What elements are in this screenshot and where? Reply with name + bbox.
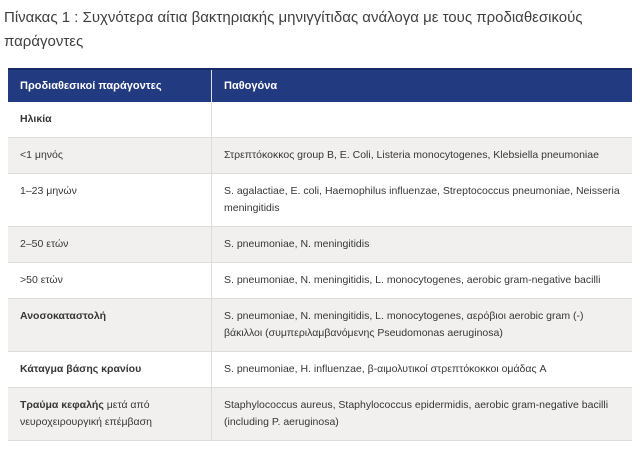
factor-cell xyxy=(8,102,212,137)
pathogens-cell: S. pneumoniae, N. meningitidis, L. monocytogenes, aerobic gram-negative bacilli xyxy=(224,274,601,286)
table-row xyxy=(8,352,632,388)
factor-label: >50 ετών xyxy=(20,274,63,286)
meningitis-table xyxy=(8,68,632,441)
pathogens-cell: Staphylococcus aureus, Staphylococcus epidermidis, aerobic gram-negative bacilli (including P. aeruginosa) xyxy=(224,399,609,428)
factor-label-bold: Τραύμα κεφαλής xyxy=(20,399,104,411)
factor-cell xyxy=(8,174,212,226)
page-title: Πίνακας 1 : Συχνότερα αίτια βακτηριακής μηνιγγίτιδας ανάλογα με τους προδιαθεσικούς παράγοντες xyxy=(4,9,583,50)
table-row xyxy=(8,227,632,263)
pathogens-cell: S. pneumoniae, N. meningitidis xyxy=(224,238,370,250)
pathogens-cell: S. pneumoniae, H. influenzae, β-αιμολυτικοί στρεπτόκοκκοι ομάδας A xyxy=(224,363,547,375)
factor-label-bold: Ηλικία xyxy=(20,113,52,125)
factor-label-bold: Κάταγμα βάσης κρανίου xyxy=(20,363,142,375)
factor-label: <1 μηνός xyxy=(20,149,63,161)
pathogens-cell: Στρεπτόκοκκος group B, E. Coli, Listeria monocytogenes, Klebsiella pneumoniae xyxy=(224,149,599,161)
header-cell-pathogens: Παθογόνα xyxy=(224,80,278,92)
factor-cell xyxy=(8,263,212,298)
factor-label: 2–50 ετών xyxy=(20,238,69,250)
table-row xyxy=(8,263,632,299)
factor-cell xyxy=(8,388,212,440)
factor-cell xyxy=(8,352,212,387)
pathogens-cell: S. agalactiae, E. coli, Haemophilus influenzae, Streptococcus pneumoniae, Neisseria meningitidis xyxy=(224,185,620,214)
header-cell-factors: Προδιαθεσικοί παράγοντες xyxy=(8,70,212,102)
factor-label: μετά από νευροχειρουργική επέμβαση xyxy=(20,399,152,428)
table-row xyxy=(8,102,632,138)
factor-label-bold: Ανοσοκαταστολή xyxy=(20,310,107,322)
pathogens-cell xyxy=(212,102,632,137)
table-row xyxy=(8,299,632,352)
table-row xyxy=(8,138,632,174)
table-header-row xyxy=(8,70,632,102)
table-row xyxy=(8,388,632,441)
table-row xyxy=(8,174,632,227)
pathogens-cell: S. pneumoniae, N. meningitidis, L. monocytogenes, αερόβιοι aerobic gram (-) βάκιλλοι (συμπεριλαμβανόμενης Pseudomonas aeruginosa) xyxy=(224,310,584,339)
factor-cell xyxy=(8,299,212,351)
factor-cell xyxy=(8,227,212,262)
factor-cell xyxy=(8,138,212,173)
factor-label: 1–23 μηνών xyxy=(20,185,77,197)
